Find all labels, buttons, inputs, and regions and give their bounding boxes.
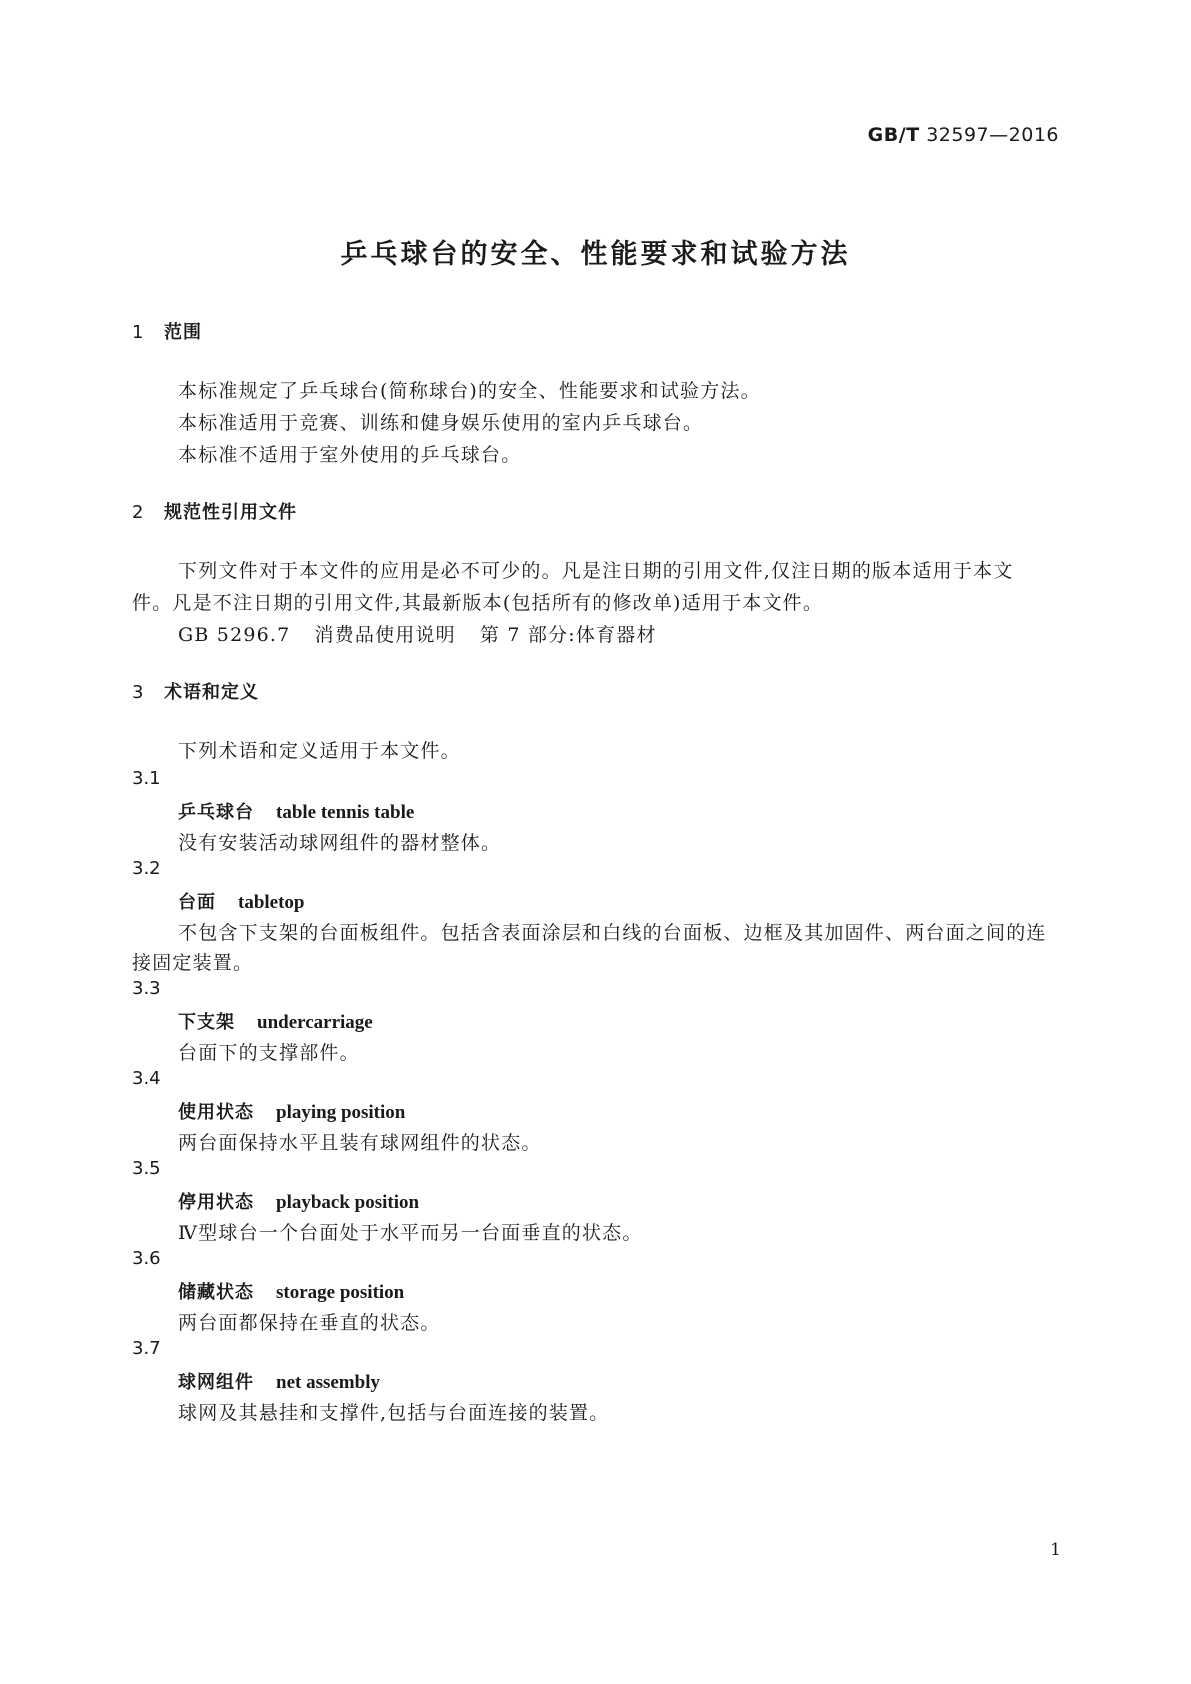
term-definition: 两台面都保持在垂直的状态。 bbox=[178, 1312, 441, 1334]
document-title: 乒乓球台的安全、性能要求和试验方法 bbox=[340, 239, 851, 270]
term-heading bbox=[178, 1188, 419, 1214]
paragraph: 本标准不适用于室外使用的乒乓球台。 bbox=[178, 444, 522, 466]
term-number: 3.4 bbox=[132, 1068, 161, 1089]
normative-reference bbox=[178, 620, 657, 647]
standard-code: 32597—2016 bbox=[926, 124, 1059, 146]
paragraph: 本标准适用于竞赛、训练和健身娱乐使用的室内乒乓球台。 bbox=[178, 412, 704, 434]
term-en: playback position bbox=[276, 1192, 420, 1213]
term-heading bbox=[178, 1008, 373, 1034]
term-en: storage position bbox=[276, 1282, 405, 1303]
page-number: 1 bbox=[1050, 1540, 1061, 1560]
term-heading bbox=[178, 1278, 404, 1304]
term-zh: 球网组件 bbox=[178, 1372, 254, 1393]
section-heading-normative-references bbox=[132, 498, 297, 524]
term-en: tabletop bbox=[238, 892, 305, 913]
paragraph-continuation: 件。凡是不注日期的引用文件,其最新版本(包括所有的修改单)适用于本文件。 bbox=[132, 592, 824, 614]
term-definition: 不包含下支架的台面板组件。包括含表面涂层和白线的台面板、边框及其加固件、两台面之间的连 bbox=[178, 922, 1047, 944]
term-number: 3.1 bbox=[132, 768, 161, 789]
section-number: 2 bbox=[132, 502, 145, 523]
reference-part: 第 7 部分:体育器材 bbox=[479, 624, 657, 646]
term-zh: 下支架 bbox=[178, 1012, 235, 1033]
term-definition: 台面下的支撑部件。 bbox=[178, 1042, 360, 1064]
section-title: 规范性引用文件 bbox=[164, 502, 297, 523]
term-definition: Ⅳ型球台一个台面处于水平而另一台面垂直的状态。 bbox=[178, 1222, 643, 1244]
term-heading bbox=[178, 1368, 380, 1394]
term-zh: 乒乓球台 bbox=[178, 802, 254, 823]
term-en: table tennis table bbox=[276, 802, 415, 823]
term-number: 3.7 bbox=[132, 1338, 161, 1359]
term-zh: 使用状态 bbox=[178, 1102, 254, 1123]
term-number: 3.3 bbox=[132, 978, 161, 999]
paragraph: 下列文件对于本文件的应用是必不可少的。凡是注日期的引用文件,仅注日期的版本适用于本文 bbox=[178, 560, 1014, 582]
section-title: 范围 bbox=[164, 322, 202, 343]
paragraph: 下列术语和定义适用于本文件。 bbox=[178, 740, 461, 762]
standard-prefix: GB/T bbox=[867, 124, 920, 146]
term-heading bbox=[178, 888, 305, 914]
section-heading-scope bbox=[132, 318, 202, 344]
term-en: net assembly bbox=[276, 1372, 380, 1393]
section-number: 1 bbox=[132, 322, 145, 343]
paragraph: 本标准规定了乒乓球台(简称球台)的安全、性能要求和试验方法。 bbox=[178, 380, 761, 402]
term-en: playing position bbox=[276, 1102, 406, 1123]
term-definition: 球网及其悬挂和支撑件,包括与台面连接的装置。 bbox=[178, 1402, 610, 1424]
reference-title: 消费品使用说明 bbox=[314, 624, 456, 646]
term-definition: 没有安装活动球网组件的器材整体。 bbox=[178, 832, 502, 854]
term-number: 3.2 bbox=[132, 858, 161, 879]
term-definition-continuation: 接固定装置。 bbox=[132, 952, 254, 974]
term-zh: 停用状态 bbox=[178, 1192, 254, 1213]
term-en: undercarriage bbox=[257, 1012, 373, 1033]
term-zh: 台面 bbox=[178, 892, 216, 913]
term-zh: 储藏状态 bbox=[178, 1282, 254, 1303]
term-number: 3.6 bbox=[132, 1248, 161, 1269]
term-number: 3.5 bbox=[132, 1158, 161, 1179]
reference-code: GB 5296.7 bbox=[178, 624, 291, 646]
section-number: 3 bbox=[132, 682, 145, 703]
section-title: 术语和定义 bbox=[164, 682, 259, 703]
term-heading bbox=[178, 798, 414, 824]
term-heading bbox=[178, 1098, 405, 1124]
standard-number bbox=[868, 124, 1059, 146]
section-heading-terms-definitions bbox=[132, 678, 259, 704]
term-definition: 两台面保持水平且装有球网组件的状态。 bbox=[178, 1132, 542, 1154]
